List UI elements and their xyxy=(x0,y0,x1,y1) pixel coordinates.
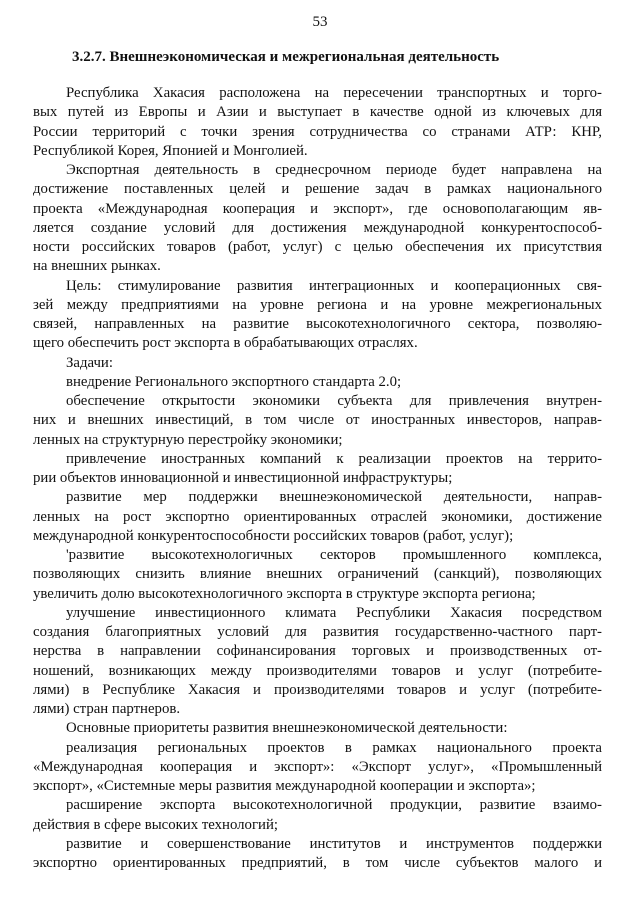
text-line: них и внешних инвестиций, в том числе от иностранных инвесторов, направ- xyxy=(33,412,602,429)
text-line: реализация региональных проектов в рамках национального проекта xyxy=(66,739,602,756)
text-line: ношений, возникающих между производителями товаров и услуг (потребите- xyxy=(33,662,602,679)
text-line: Цель: стимулирование развития интеграционных и кооперационных свя- xyxy=(66,277,602,294)
text-line: улучшение инвестиционного климата Республики Хакасия посредством xyxy=(66,604,602,621)
section-heading: 3.2.7. Внешнеэкономическая и межрегиональная деятельность xyxy=(72,49,500,65)
text-line: проекта «Международная кооперация и экспорт», где основополагающим яв- xyxy=(33,200,602,217)
text-line: ленных на структурную перестройку экономики; xyxy=(33,431,343,448)
text-line: привлечение иностранных компаний к реализации проектов на террито- xyxy=(66,450,602,467)
text-line: лями) в Республике Хакасия и производителями товаров и услуг (потребите- xyxy=(33,681,602,698)
text-line: вых путей из Европы и Азии и выступает в качестве одной из ключевых для xyxy=(33,104,602,121)
text-line: зей между предприятиями на уровне региона и на уровне межрегиональных xyxy=(33,296,602,313)
text-line: развитие мер поддержки внешнеэкономической деятельности, направ- xyxy=(66,489,602,506)
text-line: экспорт», «Системные меры развития международной кооперации и экспорта»; xyxy=(33,778,536,794)
text-line: рии объектов инновационной и инвестиционной инфраструктуры; xyxy=(33,470,453,486)
text-line: создания благоприятных условий для развития государственно-частного парт- xyxy=(33,624,602,640)
text-line: Основные приоритеты развития внешнеэкономической деятельности: xyxy=(66,720,508,737)
text-line: экспортно ориентированных предприятий, в том числе субъектов малого и xyxy=(33,855,602,871)
text-line: ленных на рост экспортно ориентированных отраслей экономики, достижение xyxy=(33,508,602,525)
text-line: Задачи: xyxy=(66,354,113,371)
text-line: ности российских товаров (работ, услуг) с целью обеспечения их присутствия xyxy=(33,239,602,255)
text-line: Республикой Корея, Японией и Монголией. xyxy=(33,142,308,159)
text-line: действия в сфере высоких технологий; xyxy=(33,816,278,833)
text-line: достижение поставленных целей и решение задач в рамках национального xyxy=(33,181,602,198)
text-line: обеспечение открытости экономики субъекта для привлечения внутрен- xyxy=(66,393,602,409)
text-line: Экспортная деятельность в среднесрочном периоде будет направлена на xyxy=(66,162,602,178)
text-line: развитие и совершенствование институтов и инструментов поддержки xyxy=(66,835,602,852)
text-line: расширение экспорта высокотехнологичной продукции, развитие взаимо- xyxy=(66,797,602,814)
text-line: 'развитие высокотехнологичных секторов промышленного комплекса, xyxy=(66,547,602,563)
text-line: увеличить долю высокотехнологичного экспорта в структуре экспорта региона; xyxy=(33,585,536,602)
text-line: Республика Хакасия расположена на пересечении транспортных и торго- xyxy=(66,85,602,101)
text-line: лями) стран партнеров. xyxy=(33,701,181,717)
text-line: России территорий с точки зрения сотрудничества со странами АТР: КНР, xyxy=(33,123,602,140)
text-line: «Международная кооперация и экспорт»: «Экспорт услуг», «Промышленный xyxy=(33,758,602,775)
page-number: 53 xyxy=(312,14,328,30)
text-line: нерства в направлении софинансирования торговых и производственных от- xyxy=(33,643,602,660)
text-line: международной конкурентоспособности российских товаров (работ, услуг); xyxy=(33,527,514,544)
text-line: на внешних рынках. xyxy=(33,258,161,275)
text-line: связей, направленных на развитие высокотехнологичного сектора, позволяю- xyxy=(33,316,602,332)
body-text xyxy=(33,84,602,873)
text-line: ляется создание условий для достижения международной конкурентоспособ- xyxy=(33,219,602,236)
text-line: позволяющих снизить влияние внешних ограничений (санкций), позволяющих xyxy=(33,566,602,583)
text-line: внедрение Регионального экспортного стандарта 2.0; xyxy=(66,373,402,390)
text-line: щего обеспечить рост экспорта в обрабатывающих отраслях. xyxy=(33,335,418,352)
